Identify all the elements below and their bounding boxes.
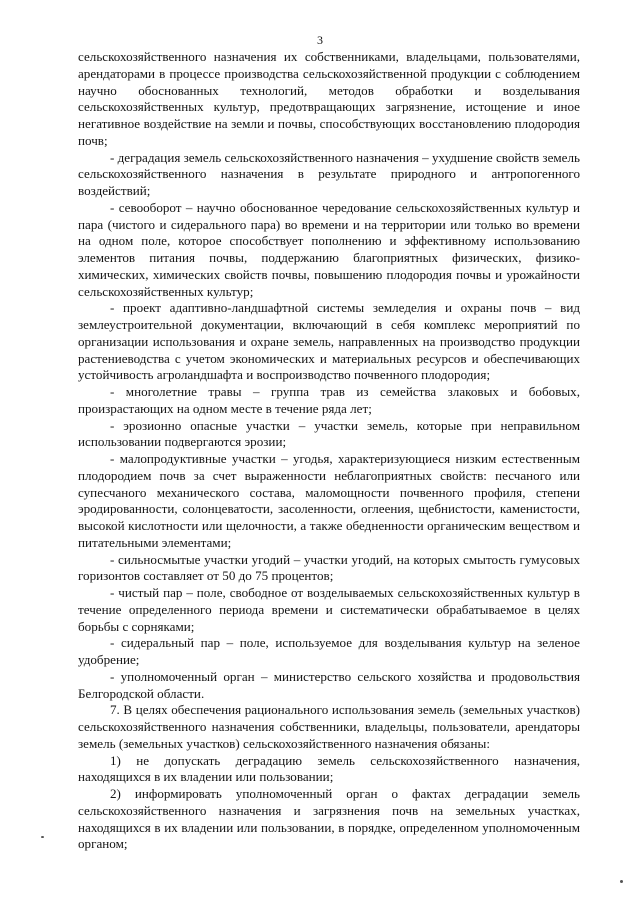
definition-crop-rotation: - севооборот – научно обоснованное чередование сельскохозяйственных культур и пара (чистого и сидерального пара) во времени и на территории или только во времени на одном поле, которое способствует пополнению и эффективному использованию элементов питания почвы, поддержанию благоприятных физических, физико-химических, химических свойств почвы, повышению плодородия почвы и урожайности сельскохозяйственных культур; — [78, 199, 580, 299]
clause-7-item-2: 2) информировать уполномоченный орган о фактах деградации земель сельскохозяйственного назначения и загрязнения почв на земельных участках, находящихся в их владении или пользовании, в порядке, определенном уполномоченным органом; — [78, 786, 580, 852]
definition-green-manure-fallow: - сидеральный пар – поле, используемое для возделывания культур на зеленое удобрение; — [78, 635, 580, 667]
definition-clean-fallow: - чистый пар – поле, свободное от возделываемых сельскохозяйственных культур в течение определенного периода времени и систематически обрабатываемое в целях борьбы с сорняками; — [78, 585, 580, 634]
definition-degradation: - деградация земель сельскохозяйственного назначения – ухудшение свойств земель сельскохозяйственного назначения в результате природного и антропогенного воздействий; — [78, 149, 580, 198]
definition-adaptive-landscape-project: - проект адаптивно-ландшафтной системы земледелия и охраны почв – вид землеустроительной документации, включающий в себя комплекс мероприятий по организации использования и охране земель, направленных на производство продукции растениеводства с учетом экономических и материальных ресурсов и обеспечивающих устойчивость агроландшафта и воспроизводство почвенного плодородия; — [78, 300, 580, 383]
definition-perennial-grasses: - многолетние травы – группа трав из семейства злаковых и бобовых, произрастающих на одном месте в течение ряда лет; — [78, 384, 580, 416]
definition-authorized-body: - уполномоченный орган – министерство сельского хозяйства и продовольствия Белгородской области. — [78, 668, 580, 701]
page-number: 3 — [317, 33, 323, 47]
paragraph-continuation: сельскохозяйственного назначения их собственниками, владельцами, пользователями, арендаторами в процессе производства сельскохозяйственной продукции с соблюдением научно обоснованных технологий, методов обработки и возделывания сельскохозяйственных культур, предотвращающих загрязнение, истощение и иное негативное воздействие на земли и почвы, способствующих восстановлению плодородия почв; — [78, 49, 580, 148]
definition-heavily-eroded-plots: - сильносмытые участки угодий – участки угодий, на которых смытость гумусовых горизонтов составляет от 50 до 75 процентов; — [78, 551, 580, 584]
clause-7-item-1: 1) не допускать деградацию земель сельскохозяйственного назначения, находящихся в их владении или пользовании; — [78, 752, 580, 785]
scan-speck — [620, 880, 623, 883]
definition-erosion-prone-plots: - эрозионно опасные участки – участки земель, которые при неправильном использовании подвергаются эрозии; — [78, 417, 580, 450]
clause-7-intro: 7. В целях обеспечения рационального использования земель (земельных участков) сельскохозяйственного назначения собственники, владельцы, пользователи, арендаторы земель (земельных участков) сельскохозяйственного назначения обязаны: — [78, 702, 580, 751]
scan-speck — [41, 836, 44, 838]
definition-low-productivity-plots: - малопродуктивные участки – угодья, характеризующиеся низким естественным плодородием почв за счет выраженности неблагоприятных свойств: песчаного или супесчаного механического состава, маломощности почвенного профиля, степени эродированности, солонцеватости, засоленности, оглеения, щебнистости, каменистости, высокой кислотности или щелочности, а также обедненности органическим веществом и питательными элементами; — [78, 451, 580, 550]
document-body — [78, 49, 580, 853]
